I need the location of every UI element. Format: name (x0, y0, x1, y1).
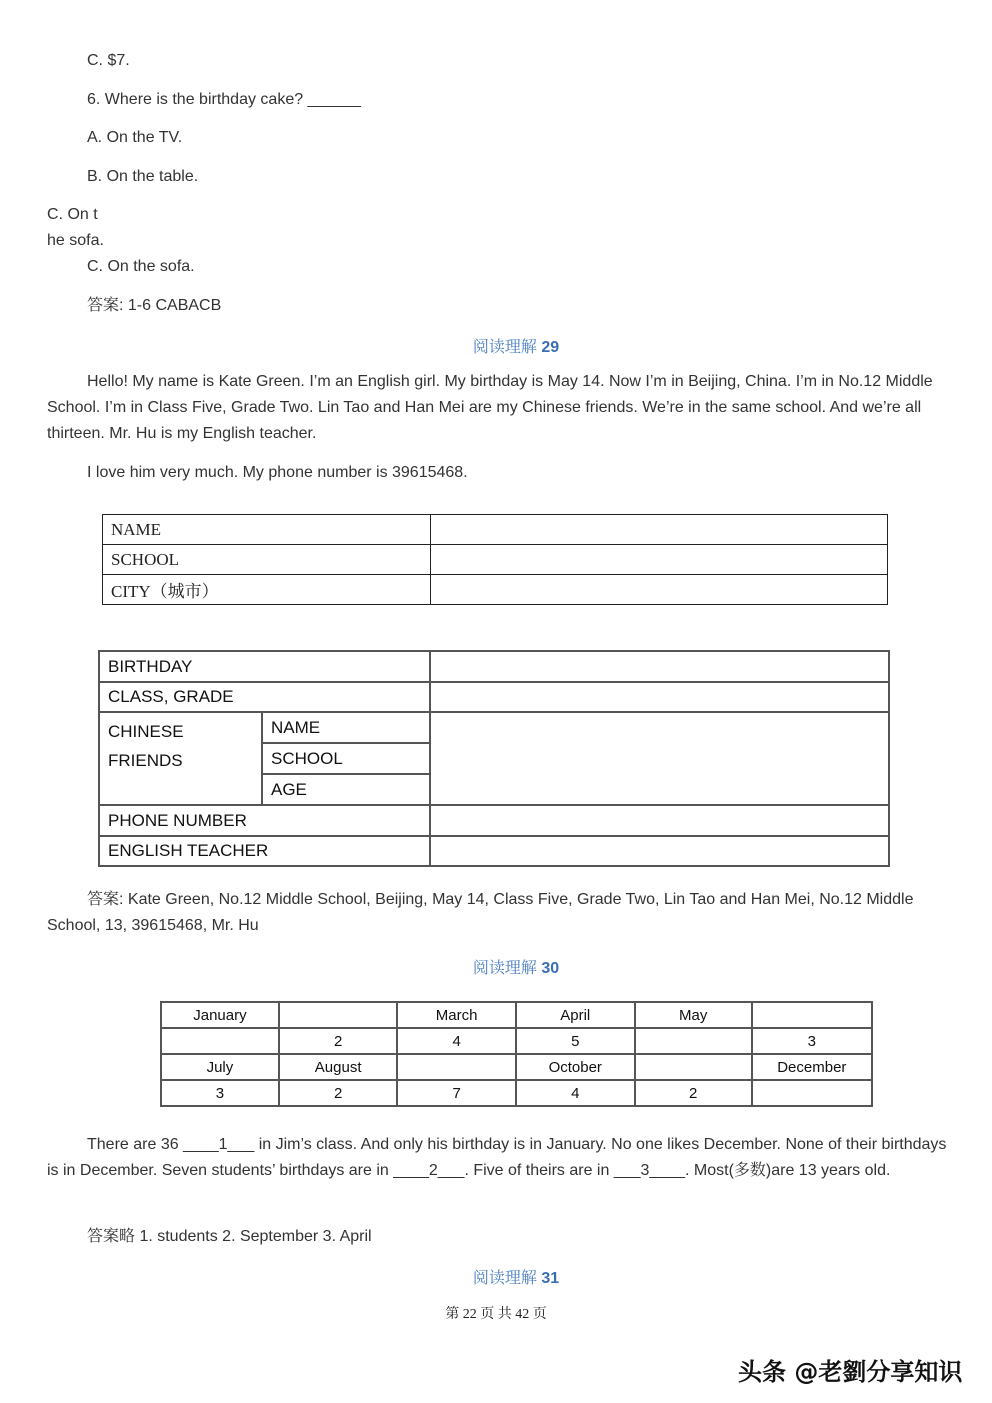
month-table-cell (635, 1028, 752, 1054)
month-table-cell: 4 (516, 1080, 635, 1106)
month-table-cell: 3 (752, 1028, 872, 1054)
answer-1-6: 答案: 1-6 CABACB (87, 297, 222, 314)
section-title-text: 阅读理解 (472, 1270, 542, 1287)
month-table-cell: August (279, 1054, 398, 1080)
month-table-cell: December (752, 1054, 872, 1080)
value-cell (430, 712, 889, 805)
label-birthday: BIRTHDAY (99, 651, 430, 682)
option-c-price: C. $7. (87, 52, 130, 69)
month-table (160, 1001, 873, 1107)
month-table-row (161, 1054, 872, 1080)
label-school: SCHOOL (103, 545, 431, 575)
passage-29: Hello! My name is Kate Green. I’m an English girl. My birthday is May 14. Now I’m in Beijing, China. I’m in No.12 Middle School. I’m in Class Five, Grade Two. Lin Tao and Han Mei are my Chinese friends. We’re in the same school. And we’re all thirteen. Mr. Hu is my English teacher. (47, 373, 933, 442)
month-table-cell: May (635, 1002, 752, 1028)
section-number: 30 (541, 960, 560, 977)
section-title-30 (0, 955, 992, 978)
label-phone: PHONE NUMBER (99, 805, 430, 836)
section-title-text: 阅读理解 (472, 339, 542, 356)
label-friend-age: AGE (262, 774, 430, 805)
value-cell (430, 836, 889, 866)
answer-30: 答案略 1. students 2. September 3. April (87, 1228, 372, 1245)
month-table-cell (752, 1080, 872, 1106)
passage-29-line2: I love him very much. My phone number is 39615468. (87, 464, 468, 481)
section-title-31 (0, 1265, 992, 1288)
month-table-cell: 7 (397, 1080, 515, 1106)
month-table-cell: 4 (397, 1028, 515, 1054)
month-table-cell: July (161, 1054, 279, 1080)
month-table-row (161, 1080, 872, 1106)
month-table-cell: 2 (279, 1080, 398, 1106)
label-name: NAME (103, 515, 431, 545)
section-title-29 (0, 334, 992, 357)
option-b: B. On the table. (87, 168, 199, 185)
month-table-cell: 2 (279, 1028, 398, 1054)
month-table-cell (635, 1054, 752, 1080)
info-table-1 (102, 514, 888, 605)
label-friends: FRIENDS (108, 751, 183, 770)
label-friend-school: SCHOOL (262, 743, 430, 774)
value-cell (431, 545, 888, 575)
answer-29: 答案: Kate Green, No.12 Middle School, Beijing, May 14, Class Five, Grade Two, Lin Tao and Han Mei, No.12 Middle School, 13, 39615468, Mr. Hu (47, 891, 914, 934)
month-table-cell (279, 1002, 398, 1028)
label-friend-name: NAME (262, 712, 430, 743)
month-table-cell (161, 1028, 279, 1054)
question-6: 6. Where is the birthday cake? ______ (87, 91, 361, 108)
month-table-cell (397, 1054, 515, 1080)
month-table-cell: April (516, 1002, 635, 1028)
value-cell (431, 515, 888, 545)
month-table-row (161, 1002, 872, 1028)
month-table-cell (752, 1002, 872, 1028)
label-chinese: CHINESE (108, 722, 184, 741)
month-table-cell: 2 (635, 1080, 752, 1106)
passage-30: There are 36 ____1___ in Jim’s class. And only his birthday is in January. No one likes December. None of their birthdays is in December. Seven students’ birthdays are in ____2___. Five of theirs are in ___3____. Most(多数)are 13 years old. (47, 1136, 947, 1179)
month-table-cell: 3 (161, 1080, 279, 1106)
label-chinese-friends (99, 712, 262, 805)
month-table-cell: January (161, 1002, 279, 1028)
watermark: 头条 @老劉分享知识 (738, 1358, 963, 1386)
section-number: 29 (541, 339, 560, 356)
month-table-cell: March (397, 1002, 515, 1028)
section-number: 31 (541, 1270, 560, 1287)
page-footer: 第 22 页 共 42 页 (445, 1307, 547, 1322)
option-c: C. On the sofa. (87, 258, 195, 275)
month-table-cell: 5 (516, 1028, 635, 1054)
section-title-text: 阅读理解 (472, 960, 542, 977)
month-table-cell: October (516, 1054, 635, 1080)
value-cell (430, 805, 889, 836)
option-c-broken-part2: he sofa. (47, 232, 104, 249)
label-teacher: ENGLISH TEACHER (99, 836, 430, 866)
value-cell (430, 651, 889, 682)
option-c-broken-part1: C. On t (47, 206, 98, 223)
value-cell (431, 575, 888, 605)
value-cell (430, 682, 889, 712)
label-class-grade: CLASS, GRADE (99, 682, 430, 712)
label-city: CITY（城市） (103, 575, 431, 605)
option-a: A. On the TV. (87, 129, 183, 146)
month-table-row (161, 1028, 872, 1054)
info-table-2 (98, 650, 890, 867)
